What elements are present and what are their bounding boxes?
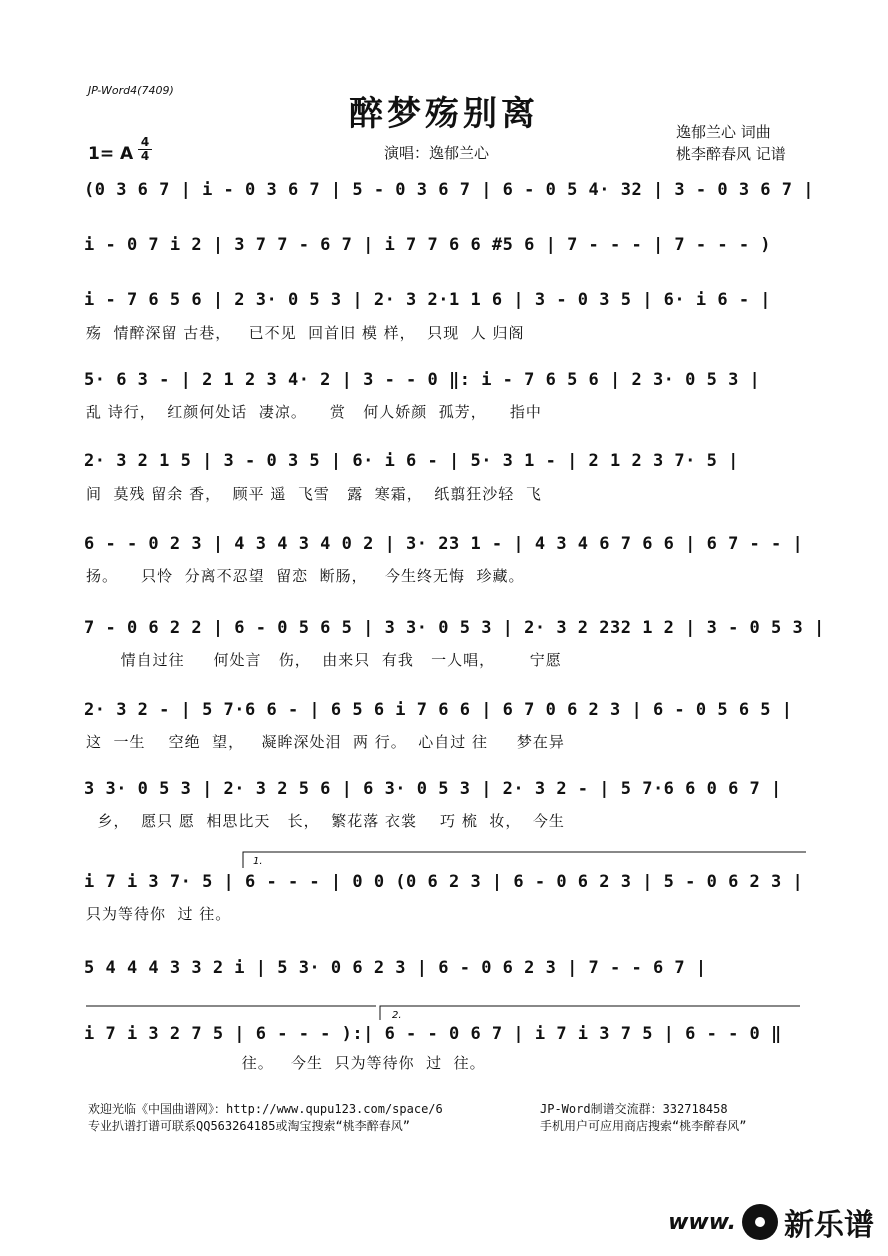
volta-1-bracket xyxy=(243,852,806,868)
lyric-row-9: 乡， 愿只 愿 相思比天 长， 繁花落 衣裳 巧 梳 妆， 今生 xyxy=(86,812,565,830)
time-bottom: 4 xyxy=(138,149,152,163)
software-label: JP-Word4(7409) xyxy=(88,84,174,97)
notation-row-12: i 7 i 3 2 7 5 | 6 - - - ):| 6 - - 0 6 7 | i 7 i 3 7 5 | 6 - - 0 ‖ xyxy=(84,1024,782,1044)
watermark-brand: 新乐谱 xyxy=(784,1208,874,1243)
notation-row-7: 7 - 0 6 2 2 | 6 - 0 5 6 5 | 3 3· 0 5 3 | 2· 3 2 232 1 2 | 3 - 0 5 3 | xyxy=(84,618,825,638)
watermark-logo xyxy=(668,1200,874,1244)
composer-credit: 逸郁兰心 词曲 xyxy=(676,123,771,141)
lyric-row-6: 扬。 只怜 分离不忍望 留恋 断肠， 今生终无悔 珍藏。 xyxy=(86,567,525,585)
notation-row-10: i 7 i 3 7· 5 | 6 - - - | 0 0 (0 6 2 3 | 6 - 0 6 2 3 | 5 - 0 6 2 3 | xyxy=(84,872,804,892)
notation-row-9: 3 3· 0 5 3 | 2· 3 2 5 6 | 6 3· 0 5 3 | 2· 3 2 - | 5 7·6 6 0 6 7 | xyxy=(84,779,782,799)
record-disc-icon xyxy=(742,1204,778,1240)
time-top: 4 xyxy=(140,135,150,149)
notation-row-11: 5 4 4 4 3 3 2 i | 5 3· 0 6 2 3 | 6 - 0 6 2 3 | 7 - - 6 7 | xyxy=(84,958,707,978)
notation-row-5: 2· 3 2 1 5 | 3 - 0 3 5 | 6· i 6 - | 5· 3 1 - | 2 1 2 3 7· 5 | xyxy=(84,451,739,471)
lyric-row-7: 情自过往 何处言 伤， 由来只 有我 一人唱， 宁愿 xyxy=(86,651,562,669)
watermark-www: www. xyxy=(668,1209,736,1235)
notation-row-6: 6 - - 0 2 3 | 4 3 4 3 4 0 2 | 3· 23 1 - | 4 3 4 6 7 6 6 | 6 7 - - | xyxy=(84,534,804,554)
lyric-row-8: 这 一生 空绝 望， 凝眸深处泪 两 行。 心自过 往 梦在异 xyxy=(86,733,565,751)
volta-2-bracket xyxy=(380,1006,800,1020)
volta-1-label: 1. xyxy=(253,856,263,867)
footer-site-line: 欢迎光临《中国曲谱网》：http://www.qupu123.com/space/6 xyxy=(88,1102,443,1116)
key-signature: 1= A xyxy=(88,144,134,164)
transcriber-credit: 桃李醉春风 记谱 xyxy=(676,145,786,163)
lyric-row-5: 间 莫残 留余 香， 顾平 遥 飞雪 露 寒霜， 纸翦狂沙轻 飞 xyxy=(86,485,542,503)
notation-row-4: 5· 6 3 - | 2 1 2 3 4· 2 | 3 - - 0 ‖: i - 7 6 5 6 | 2 3· 0 5 3 | xyxy=(84,370,761,390)
lyric-row-3: 殇 情醉深留 古巷， 已不见 回首旧 模 样， 只现 人 归阁 xyxy=(86,324,525,342)
volta-2-label: 2. xyxy=(392,1010,402,1021)
notation-row-3: i - 7 6 5 6 | 2 3· 0 5 3 | 2· 3 2·1 1 6 | 3 - 0 3 5 | 6· i 6 - | xyxy=(84,290,772,310)
lyric-row-10: 只为等待你 过 往。 xyxy=(86,905,232,923)
footer-mobile-line: 手机用户可应用商店搜索“桃李醉春风” xyxy=(540,1119,747,1133)
notation-row-1: (0 3 6 7 | i - 0 3 6 7 | 5 - 0 3 6 7 | 6 - 0 5 4· 32 | 3 - 0 3 6 7 | xyxy=(84,180,814,200)
footer-contact-line: 专业扒谱打谱可联系QQ563264185或淘宝搜索“桃李醉春风” xyxy=(88,1119,410,1133)
singer-credit: 演唱：逸郁兰心 xyxy=(384,144,490,162)
footer-group-line: JP-Word制谱交流群：332718458 xyxy=(540,1102,728,1116)
lyric-row-4: 乱 诗行， 红颜何处话 凄凉。 赏 何人娇颜 孤芳， 指中 xyxy=(86,403,542,421)
lyric-row-12: 往。 今生 只为等待你 过 往。 xyxy=(86,1054,486,1072)
song-title: 醉梦殇别离 xyxy=(349,94,539,134)
notation-row-2: i - 0 7 i 2 | 3 7 7 - 6 7 | i 7 7 6 6 #5 6 | 7 - - - | 7 - - - ) xyxy=(84,235,772,255)
notation-row-8: 2· 3 2 - | 5 7·6 6 - | 6 5 6 i 7 6 6 | 6 7 0 6 2 3 | 6 - 0 5 6 5 | xyxy=(84,700,793,720)
